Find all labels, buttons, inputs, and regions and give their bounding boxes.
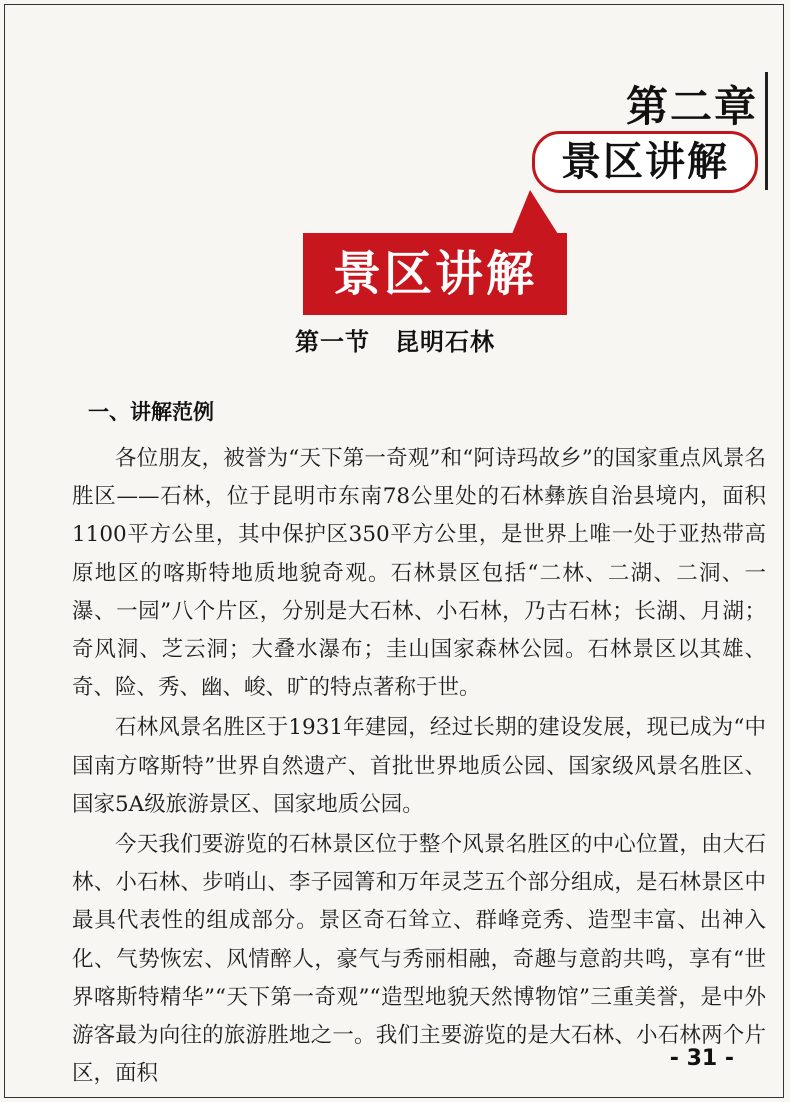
section-title: 第一节 昆明石林 xyxy=(295,327,495,356)
chapter-rule xyxy=(765,72,768,190)
banner-pointer xyxy=(512,190,558,234)
chapter-title: 景区讲解 xyxy=(532,131,758,193)
paragraph: 石林风景名胜区于1931年建园，经过长期的建设发展，现已成为“中国南方喀斯特”世界自然遗产、首批世界地质公园、国家级风景名胜区、国家5A级旅游景区、国家地质公园。 xyxy=(72,715,766,817)
paragraph: 今天我们要游览的石林景区位于整个风景名胜区的中心位置，由大石林、小石林、步哨山、李子园箐和万年灵芝五个部分组成，是石林景区中最具代表性的组成部分。景区奇石耸立、群峰竞秀、造型丰富、出神入化、气势恢宏、风情醉人，豪气与秀丽相融，奇趣与意韵共鸣，享有“世界喀斯特精华”“天下第一奇观”“造型地貌天然博物馆”三重美誉，是中外游客最为向往的旅游胜地之一。我们主要游览的是大石林、小石林两个片区，面积 xyxy=(72,832,766,1087)
body-text xyxy=(72,440,766,1093)
section-banner: 景区讲解 xyxy=(303,233,567,315)
chapter-number: 第二章 xyxy=(625,82,758,131)
paragraph: 各位朋友，被誉为“天下第一奇观”和“阿诗玛故乡”的国家重点风景名胜区——石林，位于昆明市东南78公里处的石林彝族自治县境内，面积1100平方公里，其中保护区350平方公里，是世界上唯一处于亚热带高原地区的喀斯特地质地貌奇观。石林景区包括“二林、二湖、二洞、一瀑、一园”八个片区，分别是大石林、小石林，乃古石林；长湖、月湖；奇风洞、芝云洞；大叠水瀑布；圭山国家森林公园。石林景区以其雄、奇、险、秀、幽、峻、旷的特点著称于世。 xyxy=(72,446,766,701)
page-number: - 31 - xyxy=(669,1046,734,1071)
subheading: 一、讲解范例 xyxy=(88,400,214,424)
